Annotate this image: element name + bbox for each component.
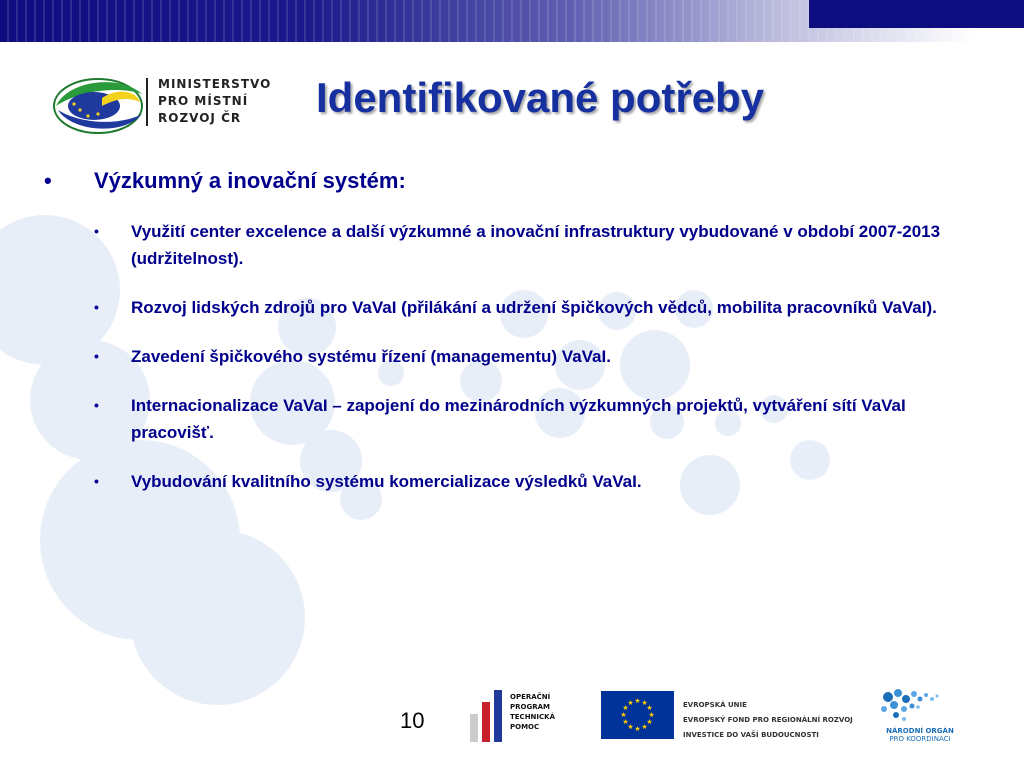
no-text-line: NÁRODNÍ ORGÁN [886,727,954,735]
bullet-icon: • [94,397,99,413]
svg-text:★: ★ [627,699,634,707]
bullet-icon: • [94,348,99,364]
main-bullet-text: Výzkumný a inovační systém: [94,168,406,193]
narodni-organ-text [874,727,966,743]
sub-bullet-item [94,343,984,370]
sub-bullet-text: Rozvoj lidských zdrojů pro VaVaI (přilákání a udržení špičkových vědců, mobilita pracovníků VaVaI). [131,298,937,317]
eu-flag-icon [601,691,674,739]
slide-content [44,168,984,517]
page-number: 10 [400,708,425,733]
eu-fund-text [683,698,853,743]
optp-text-line: OPERAČNÍ [510,693,551,701]
svg-text:★: ★ [622,718,629,726]
svg-text:★: ★ [634,725,641,733]
sub-bullet-item [94,468,984,495]
sub-bullet-text: Vybudování kvalitního systému komercializace výsledků VaVaI. [131,472,642,491]
slide-title: Identifikované potřeby [316,74,765,121]
svg-text:★: ★ [641,723,648,731]
optp-text-line: PROGRAM [510,703,550,711]
bullet-icon: • [94,299,99,315]
no-text-line: PRO KOORDINACI [889,735,951,743]
svg-text:★: ★ [622,704,629,712]
svg-text:★: ★ [646,704,653,712]
svg-text:★: ★ [646,718,653,726]
svg-text:★: ★ [620,711,627,719]
sub-bullet-text: Zavedení špičkového systému řízení (managementu) VaVaI. [131,347,611,366]
eu-text-line: EVROPSKÁ UNIE [683,701,747,709]
ministry-name-line: ROZVOJ ČR [158,111,242,125]
bullet-icon: • [94,223,99,239]
ministry-name-line: PRO MÍSTNÍ [158,94,249,108]
svg-text:★: ★ [627,723,634,731]
svg-text:★: ★ [648,711,655,719]
ministry-name [158,76,271,127]
svg-text:★: ★ [641,699,648,707]
main-bullet-item [44,168,984,194]
bullet-icon: • [94,473,99,489]
sub-bullet-item [94,392,984,446]
bullet-icon: • [44,168,52,193]
sub-bullet-item [94,294,984,321]
eu-text-line: INVESTICE DO VAŠÍ BUDOUCNOSTI [683,731,819,739]
sub-bullet-item [94,218,984,272]
optp-text-line: TECHNICKÁ [510,713,555,721]
optp-text-line: POMOC [510,723,540,731]
optp-logo-text [510,692,555,732]
sub-bullet-text: Internacionalizace VaVaI – zapojení do mezinárodních výzkumných projektů, vytváření sítí VaVaI pracovišť. [131,396,906,442]
top-banner [0,0,1024,42]
svg-text:★: ★ [634,697,641,705]
ministry-name-line: MINISTERSTVO [158,77,272,91]
eu-text-line: EVROPSKÝ FOND PRO REGIONÁLNÍ ROZVOJ [683,716,853,724]
background-circle [130,530,305,705]
ministry-logo-divider [146,78,148,126]
sub-bullet-text: Využití center excelence a další výzkumné a inovační infrastruktury vybudované v období 2007-2013 (udržitelnost). [131,222,941,268]
